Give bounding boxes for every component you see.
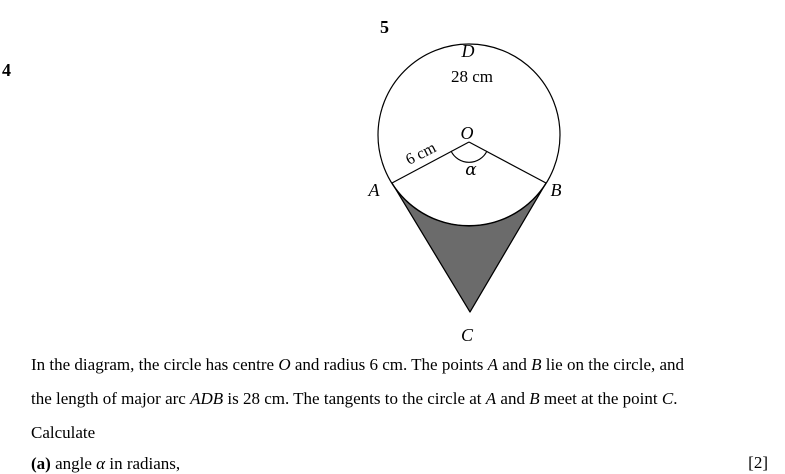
label-a: A <box>368 180 380 200</box>
label-c: C <box>460 325 474 345</box>
part-a-label: (a) <box>31 454 51 473</box>
question-text-line-1: In the diagram, the circle has centre O and radius 6 cm. The points A and B lie on the circle, and <box>31 355 685 374</box>
label-d: D <box>461 41 475 61</box>
page-number: 5 <box>380 17 389 37</box>
label-o: O <box>460 123 474 143</box>
part-a-text: (a) angle α in radians, <box>31 454 181 473</box>
radius-ob <box>469 142 546 183</box>
label-alpha: α <box>465 160 477 180</box>
calculate-instruction: Calculate <box>31 423 96 442</box>
label-radius: 6 cm <box>403 139 439 169</box>
shaded-region <box>392 183 546 312</box>
marks-part-a: [2] <box>748 453 768 472</box>
label-b: B <box>550 180 562 200</box>
label-arc-length: 28 cm <box>450 67 494 86</box>
question-text-line-2: the length of major arc ADB is 28 cm. The tangents to the circle at A and B meet at the point C. <box>31 389 678 408</box>
question-number: 4 <box>2 60 11 80</box>
